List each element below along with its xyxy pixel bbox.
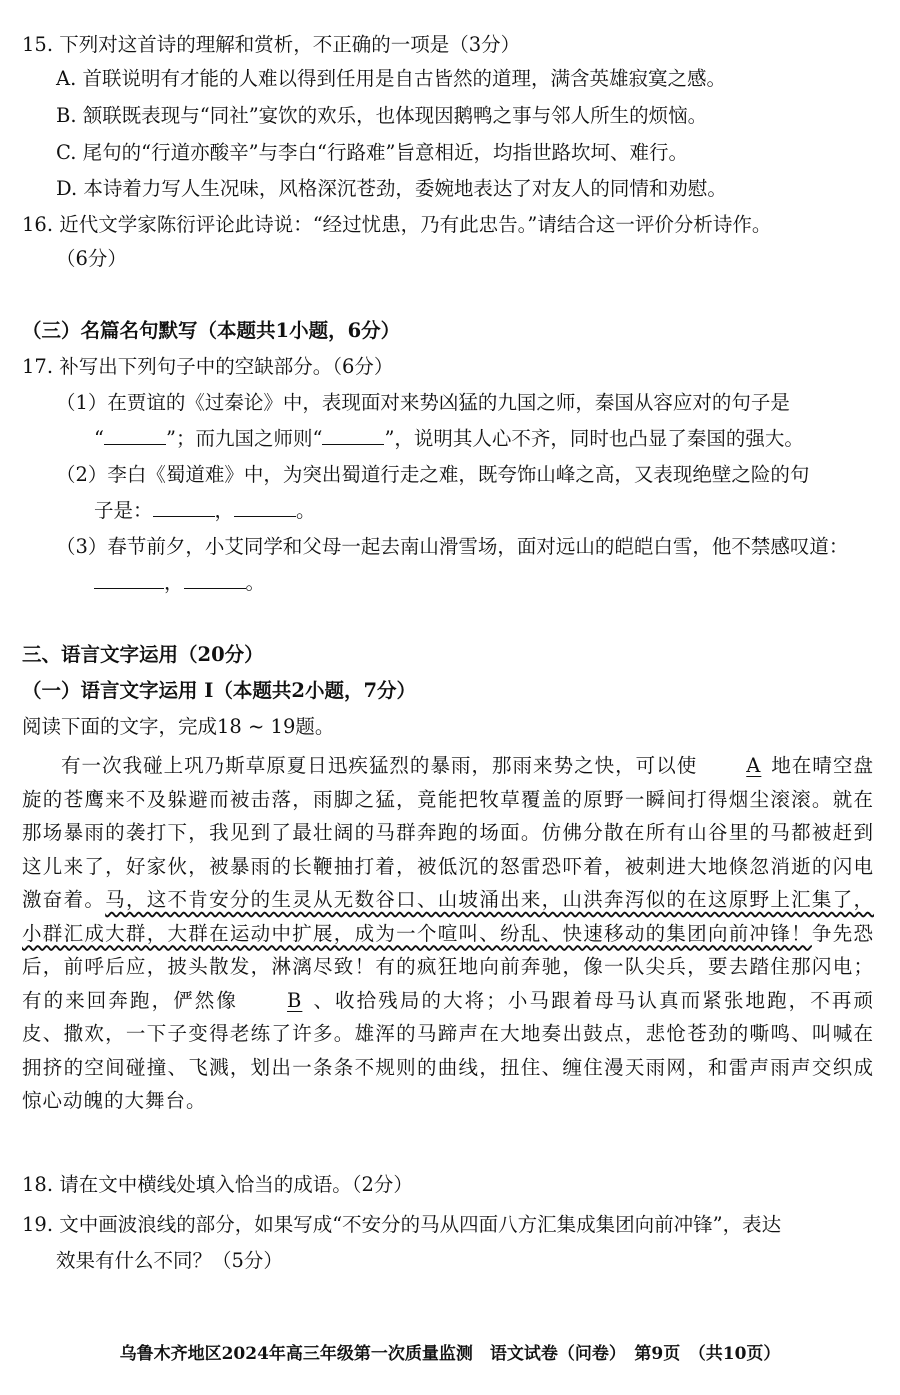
wavy-underlined-text: 马，这不肯安分的生灵从无数谷口、山坡涌出来，山洪奔泻似的在这原野上汇集了，小群汇成大群，大群在运动中扩展，成为一个喧叫、纷乱、快速移动的集团向前冲锋！ xyxy=(22,888,874,945)
page-footer: 乌鲁木齐地区2024年高三年级第一次质量监测 语文试卷（问卷） 第9页 （共10页） xyxy=(119,1344,781,1364)
question-15-option-d: D. 本诗着力写人生况味，风格深沉苍劲，委婉地表达了对友人的同情和劝慰。 xyxy=(56,177,727,200)
question-15-option-c: C. 尾句的“行道亦酸辛”与李白“行路难”旨意相近，均指世路坎坷、难行。 xyxy=(56,141,688,164)
fill-blank[interactable] xyxy=(234,515,296,517)
question-16-stem: 16. 近代文学家陈衍评论此诗说：“经过忧患，乃有此忠告。”请结合这一评价分析诗作。 xyxy=(22,213,772,236)
passage-text-1: 有一次我碰上巩乃斯草原夏日迅疾猛烈的暴雨，那雨来势之快，可以使 xyxy=(61,754,698,777)
quote-close-text: ”；而九国之师则“ xyxy=(165,427,323,450)
question-17-part1-line2 xyxy=(94,424,878,454)
passage-text-4: 、收拾残局的大将；小马跟着母马认真而紧张地跑，不再顽皮、撒欢，一下子变得老练了许多。雄浑的马蹄声在大地奏出鼓点，悲怆苍劲的嘶鸣、叫喊在拥挤的空间碰撞、飞溅，划出一条条不规则的曲线，扭住、缠住漫天雨网，和雷声雨声交织成惊心动魄的大舞台。 xyxy=(22,988,874,1112)
question-16-score: （6分） xyxy=(56,247,127,270)
quote-tail-text: ”，说明其人心不齐，同时也凸显了秦国的强大。 xyxy=(384,427,804,450)
part2-period: 。 xyxy=(296,499,316,522)
fill-blank[interactable] xyxy=(153,515,215,517)
fill-blank[interactable] xyxy=(104,443,166,445)
question-15-option-a: A. 首联说明有才能的人难以得到任用是自古皆然的道理，满含英雄寂寞之感。 xyxy=(56,67,726,90)
question-17-part3-line1: （3）春节前夕，小艾同学和父母一起去南山滑雪场，面对远山的皑皑白雪，他不禁感叹道： xyxy=(56,535,849,558)
section-famous-lines-heading: （三）名篇名句默写（本题共1小题，6分） xyxy=(22,319,401,342)
question-17-part2-line1: （2）李白《蜀道难》中，为突出蜀道行走之难，既夸饰山峰之高，又表现绝壁之险的句 xyxy=(56,463,810,486)
question-15-stem: 15. 下列对这首诗的理解和赏析，不正确的一项是（3分） xyxy=(22,33,521,56)
part2-comma: ， xyxy=(214,499,235,522)
passage-text-3: 争先恐后，前呼后应，披头散发，淋漓尽致！有的疯狂地向前奔驰，像一队尖兵，要去踏住那闪电；有的来回奔跑，俨然像 xyxy=(22,921,874,1012)
question-19-score: 效果有什么不同？（5分） xyxy=(56,1249,283,1272)
question-17-part1-line1: （1）在贾谊的《过秦论》中，表现面对来势凶猛的九国之师，秦国从容应对的句子是 xyxy=(56,391,790,414)
part3-comma: ， xyxy=(164,571,184,594)
fill-blank[interactable] xyxy=(184,587,246,589)
question-18-stem: 18. 请在文中横线处填入恰当的成语。（2分） xyxy=(22,1173,413,1196)
part2-lead-text: 子是： xyxy=(94,499,153,522)
fill-blank[interactable] xyxy=(322,443,384,445)
question-17-part3-line2 xyxy=(94,568,878,598)
question-15-option-b: B. 颔联既表现与“同社”宴饮的欢乐，也体现因鹅鸭之事与邻人所生的烦恼。 xyxy=(56,104,708,127)
blank-b-marker: B xyxy=(287,988,303,1012)
fill-blank[interactable] xyxy=(94,587,164,589)
question-19-stem: 19. 文中画波浪线的部分，如果写成“不安分的马从四面八方汇集成集团向前冲锋”，表达 xyxy=(22,1213,782,1236)
section-language-use-heading: 三、语言文字运用（20分） xyxy=(22,643,264,666)
section-language-use-sub-heading: （一）语言文字运用 I（本题共2小题，7分） xyxy=(22,679,417,702)
blank-a-marker: A xyxy=(746,754,762,777)
reading-instruction: 阅读下面的文字，完成18 ~ 19题。 xyxy=(22,715,335,738)
question-17-part2-line2 xyxy=(94,496,878,526)
passage-text-2: 地在晴空盘旋的苍鹰来不及躲避而被击落，雨脚之猛，竟能把牧草覆盖的原野一瞬间打得烟尘滚滚。就在那场暴雨的袭打下，我见到了最壮阔的马群奔跑的场面。仿佛分散在所有山谷里的马都被赶到这儿来了，好家伙，被暴雨的长鞭抽打着，被低沉的怒雷恐吓着，被刺进大地倏忽消逝的闪电激奋着。 xyxy=(22,754,874,911)
part3-period: 。 xyxy=(245,571,266,594)
reading-passage xyxy=(22,749,874,1118)
quote-open: “ xyxy=(94,427,104,450)
question-17-stem: 17. 补写出下列句子中的空缺部分。（6分） xyxy=(22,355,394,378)
